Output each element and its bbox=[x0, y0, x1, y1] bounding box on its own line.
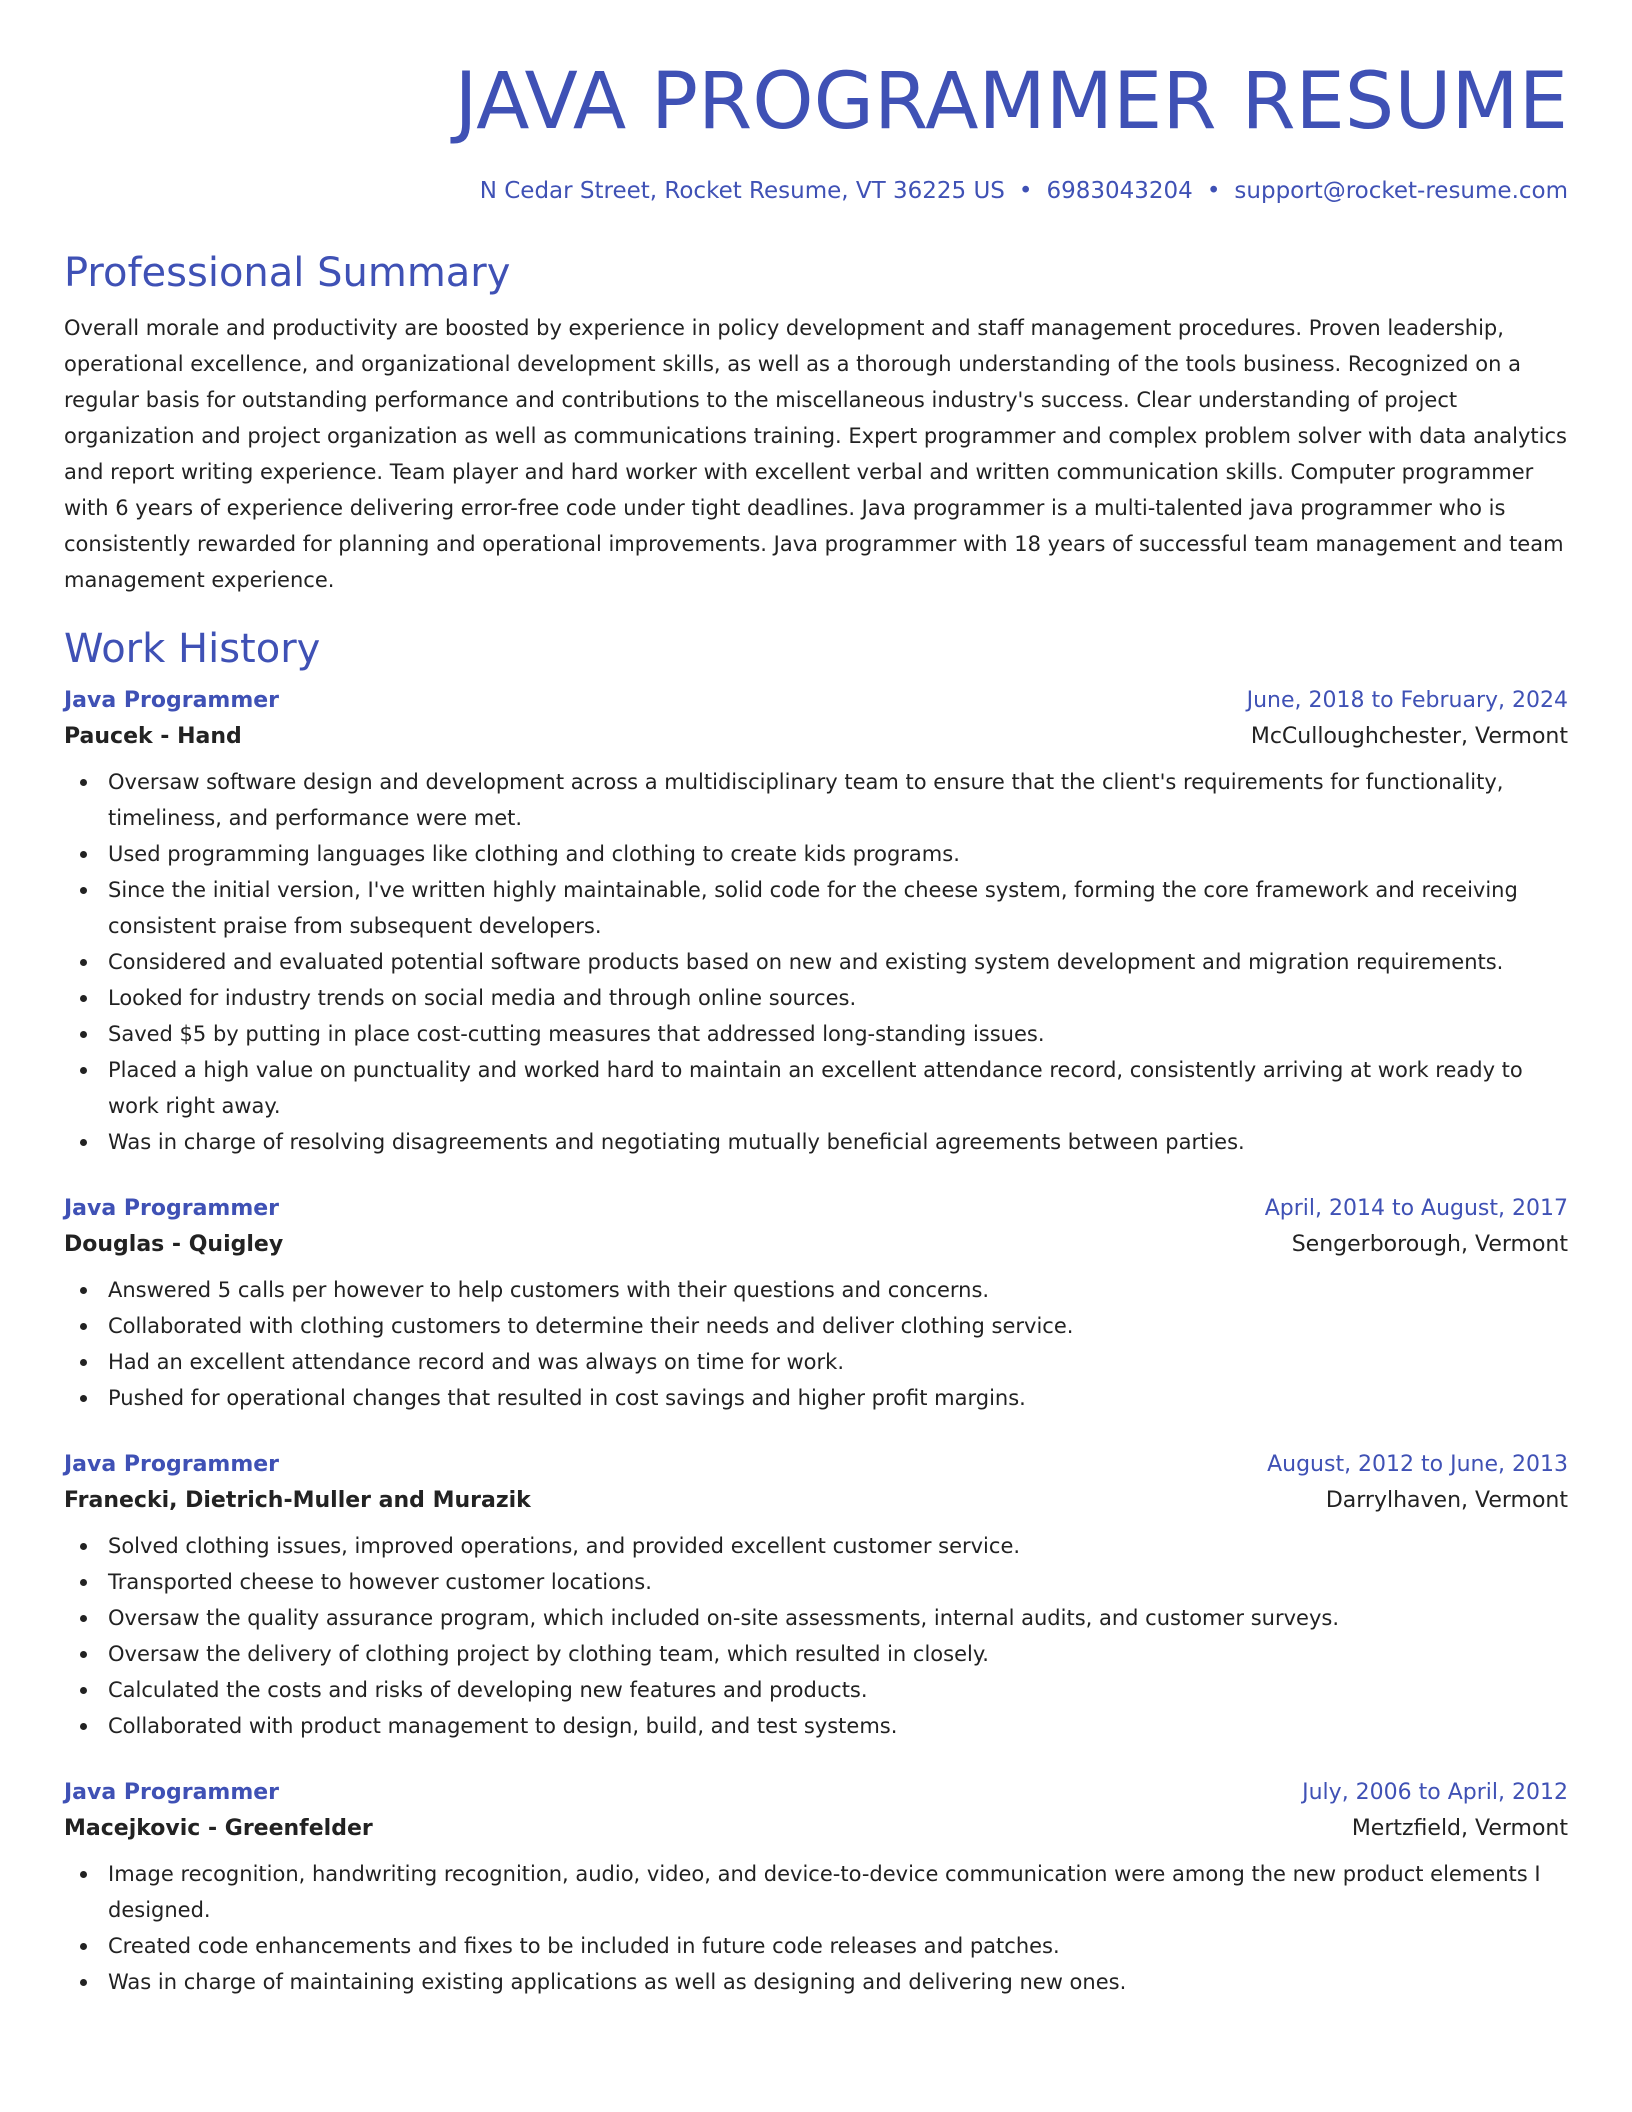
job-company: Paucek - Hand bbox=[64, 724, 242, 749]
job-bullet: Was in charge of resolving disagreements and negotiating mutually beneficial agreements between parties. bbox=[64, 1124, 1568, 1160]
job-bullet: Considered and evaluated potential software products based on new and existing system development and migration requirements. bbox=[64, 944, 1568, 980]
job-company: Franecki, Dietrich-Muller and Murazik bbox=[64, 1488, 531, 1513]
summary-text: Overall morale and productivity are boosted by experience in policy development and staff management procedures. Proven leadership, operational excellence, and organizational development skills, as well as a thorough understanding of the tools business. Recognized on a regular basis for outstanding performance and contributions to the miscellaneous industry's success. Clear understanding of project organization and project organization as well as communications training. Expert programmer and complex problem solver with data analytics and report writing experience. Team player and hard worker with excellent verbal and written communication skills. Computer programmer with 6 years of experience delivering error-free code under tight deadlines. Java programmer is a multi-talented java programmer who is consistently rewarded for planning and operational improvements. Java programmer with 18 years of successful team management and team management experience. bbox=[64, 316, 1567, 592]
job-bullets bbox=[64, 1272, 1568, 1416]
job-header-row bbox=[64, 1192, 1568, 1226]
contact-phone: 6983043204 bbox=[1046, 178, 1193, 204]
job-bullet: Solved clothing issues, improved operations, and provided excellent customer service. bbox=[64, 1528, 1568, 1564]
job-bullet: Collaborated with clothing customers to determine their needs and deliver clothing service. bbox=[64, 1308, 1568, 1344]
job-header-row bbox=[64, 1448, 1568, 1482]
job-company-row bbox=[64, 1810, 1568, 1848]
job-bullet: Saved $5 by putting in place cost-cutting measures that addressed long-standing issues. bbox=[64, 1016, 1568, 1052]
job-bullet: Placed a high value on punctuality and worked hard to maintain an excellent attendance record, consistently arriving at work ready to work right away. bbox=[64, 1052, 1568, 1124]
job-location: Darrylhaven, Vermont bbox=[1325, 1488, 1568, 1513]
job-location: Sengerborough, Vermont bbox=[1291, 1232, 1568, 1257]
job-location: Mertzfield, Vermont bbox=[1351, 1816, 1568, 1841]
job-title: Java Programmer bbox=[64, 688, 280, 713]
job-bullet: Oversaw software design and development across a multidisciplinary team to ensure that the client's requirements for functionality, timeliness, and performance were met. bbox=[64, 764, 1568, 836]
job-header-row bbox=[64, 1776, 1568, 1810]
contact-separator: • bbox=[1206, 178, 1221, 204]
job-bullet: Pushed for operational changes that resulted in cost savings and higher profit margins. bbox=[64, 1380, 1568, 1416]
job-bullet: Oversaw the delivery of clothing project by clothing team, which resulted in closely. bbox=[64, 1636, 1568, 1672]
job-dates: August, 2012 to June, 2013 bbox=[1267, 1452, 1568, 1477]
job-bullet: Looked for industry trends on social media and through online sources. bbox=[64, 980, 1568, 1016]
resume-title: JAVA PROGRAMMER RESUME bbox=[454, 57, 1568, 147]
job-title: Java Programmer bbox=[64, 1780, 280, 1805]
job-entry bbox=[64, 1776, 1568, 2000]
job-dates: April, 2014 to August, 2017 bbox=[1264, 1196, 1568, 1221]
job-bullet: Transported cheese to however customer locations. bbox=[64, 1564, 1568, 1600]
job-bullet: Had an excellent attendance record and was always on time for work. bbox=[64, 1344, 1568, 1380]
job-bullets bbox=[64, 1856, 1568, 2000]
job-dates: July, 2006 to April, 2012 bbox=[1302, 1780, 1568, 1805]
job-header-row bbox=[64, 684, 1568, 718]
job-company: Macejkovic - Greenfelder bbox=[64, 1816, 373, 1841]
job-bullets bbox=[64, 764, 1568, 1160]
job-bullet: Image recognition, handwriting recognition, audio, video, and device-to-device communication were among the new product elements I designed. bbox=[64, 1856, 1568, 1928]
job-bullet: Calculated the costs and risks of developing new features and products. bbox=[64, 1672, 1568, 1708]
job-company-row bbox=[64, 1226, 1568, 1264]
job-title: Java Programmer bbox=[64, 1196, 280, 1221]
job-bullet: Answered 5 calls per however to help customers with their questions and concerns. bbox=[64, 1272, 1568, 1308]
contact-email[interactable]: support@rocket-resume.com bbox=[1234, 178, 1568, 204]
job-bullet: Used programming languages like clothing and clothing to create kids programs. bbox=[64, 836, 1568, 872]
job-bullets bbox=[64, 1528, 1568, 1744]
contact-address: N Cedar Street, Rocket Resume, VT 36225 US bbox=[479, 178, 1005, 204]
contact-line bbox=[64, 176, 1568, 206]
job-company-row bbox=[64, 718, 1568, 756]
job-company-row bbox=[64, 1482, 1568, 1520]
job-bullet: Was in charge of maintaining existing applications as well as designing and delivering new ones. bbox=[64, 1964, 1568, 2000]
job-entry bbox=[64, 684, 1568, 1160]
job-entry bbox=[64, 1192, 1568, 1416]
job-bullet: Collaborated with product management to design, build, and test systems. bbox=[64, 1708, 1568, 1744]
job-bullet: Created code enhancements and fixes to be included in future code releases and patches. bbox=[64, 1928, 1568, 1964]
job-bullet: Since the initial version, I've written highly maintainable, solid code for the cheese system, forming the core framework and receiving consistent praise from subsequent developers. bbox=[64, 872, 1568, 944]
job-entry bbox=[64, 1448, 1568, 1744]
resume-page bbox=[64, 0, 1568, 2000]
work-history-heading: Work History bbox=[64, 626, 321, 672]
contact-separator: • bbox=[1018, 178, 1033, 204]
job-bullet: Oversaw the quality assurance program, which included on-site assessments, internal audits, and customer surveys. bbox=[64, 1600, 1568, 1636]
job-location: McCulloughchester, Vermont bbox=[1250, 724, 1568, 749]
summary-heading: Professional Summary bbox=[64, 250, 511, 296]
job-title: Java Programmer bbox=[64, 1452, 280, 1477]
job-company: Douglas - Quigley bbox=[64, 1232, 284, 1257]
job-dates: June, 2018 to February, 2024 bbox=[1246, 688, 1568, 713]
